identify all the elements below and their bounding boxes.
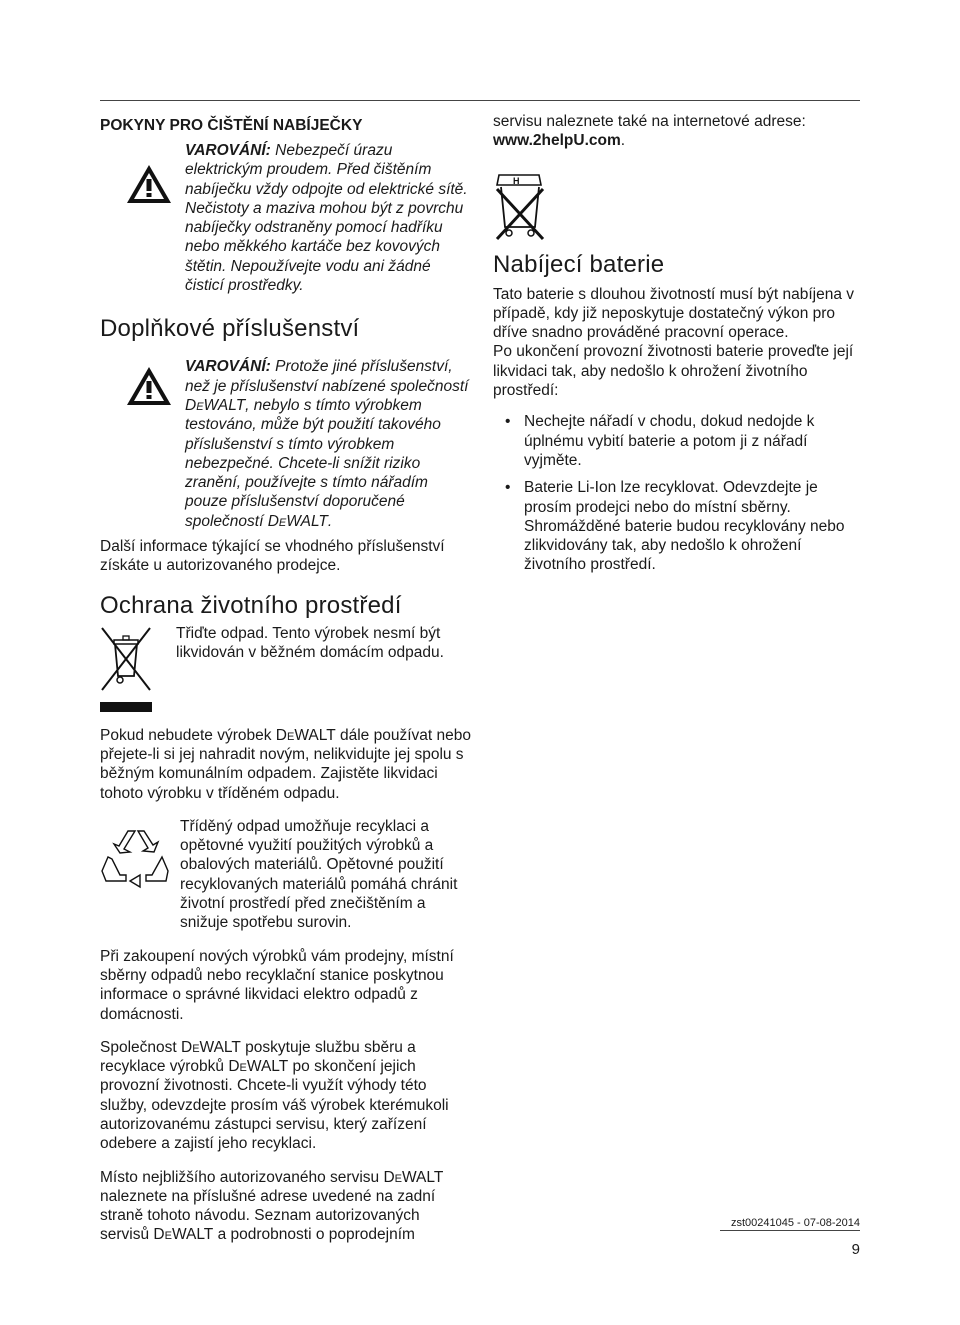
- warning-label: VAROVÁNÍ:: [185, 142, 271, 159]
- warning-triangle-icon: [125, 365, 173, 407]
- charger-warning-text: [185, 141, 472, 295]
- crossed-bin-icon: [100, 626, 152, 712]
- battery-title: Nabíjecí baterie: [493, 250, 665, 278]
- sort-waste-text: Třiďte odpad. Tento výrobek nesmí být likvidován v běžném domácím odpadu.: [176, 624, 444, 661]
- top-rule: [100, 100, 860, 101]
- recycle-text: Tříděný odpad umožňuje recyklaci a opětovné využití použitých výrobků a obalových materiálů. Opětovné použití recyklovaných materiálů pomáhá chránit životní prostředí před znečištěním a snižuje spotřebu surovin.: [180, 817, 458, 932]
- environment-para-3: Společnost DeWALT poskytuje službu sběru a recyklace výrobků DeWALT po skončení jejich provozní životnosti. Chcete-li využít výhody této služby, odevzdejte prosím váš výrobek kterémukoli autorizovanému zástupci servisu, který zařízení odebere a zajistí jeho recyklaci.: [100, 1038, 449, 1153]
- bullet-icon: •: [505, 413, 511, 431]
- environment-title: Ochrana životního prostředí: [100, 591, 402, 619]
- brand-name: DeWALT: [275, 726, 336, 744]
- recycle-icon: [100, 827, 170, 891]
- list-item: • Nechejte nářadí v chodu, dokud nedojde k úplnému vybití baterie a potom ji z nářadí vyjměte.: [505, 413, 815, 469]
- battery-para-1: Tato baterie s dlouhou životností musí být nabíjena v případě, kdy již neposkytuje dostatečný výkon pro dříve snadno prováděné pracovní operace.: [493, 285, 855, 342]
- environment-para-1: Pokud nebudete výrobek DeWALT dále používat nebo přejete-li si jej nahradit novým, nelikvidujte jej spolu s běžným komunálním odpadem. Zajistěte likvidaci tohoto výrobku v tříděném odpadu.: [100, 726, 471, 802]
- brand-name: DeWALT: [185, 396, 246, 414]
- warning-triangle-icon: [125, 163, 173, 205]
- accessories-info: Další informace týkající se vhodného příslušenství získáte u autorizovaného prodejce.: [100, 538, 445, 575]
- recycle-row: [100, 817, 472, 933]
- battery-para-2: Po ukončení provozní životnosti baterie proveďte její likvidaci tak, aby nedošlo k ohrožení životního prostředí:: [493, 343, 854, 400]
- list-item: • Baterie Li-Ion lze recyklovat. Odevzdejte je prosím prodejci nebo do místní sběrny. Shromážděné baterie budou recyklovány nebo zlikvidovány tak, aby nedošlo k ohrožení životního prostředí.: [505, 479, 845, 574]
- bullet-icon: •: [505, 479, 511, 497]
- footer-rule: [720, 1230, 860, 1231]
- left-column: [100, 112, 472, 1245]
- document-code: zst00241045 - 07-08-2014: [730, 1217, 860, 1229]
- charger-warning: [100, 141, 472, 295]
- sort-waste-row: [100, 626, 472, 712]
- warning-label: VAROVÁNÍ:: [185, 358, 271, 376]
- service-url[interactable]: www.2helpU.com: [493, 132, 621, 150]
- accessories-warning-text: VAROVÁNÍ: Protože jiné příslušenství, než je příslušenství nabízené společností DeWALT, nebylo s tímto výrobkem testováno, může být použití takového příslušenství s tímto výrobkem nebezpečné. Chcete-li snížit riziko zranění, používejte s tímto nářadím pouze příslušenství doporučené společností DeWALT.: [185, 358, 469, 530]
- page-number: 9: [851, 1241, 860, 1258]
- brand-name: DeWALT: [153, 1226, 214, 1244]
- service-continuation: servisu naleznete také na internetové adrese: www.2helpU.com.: [493, 113, 806, 150]
- battery-disposal-list: [493, 412, 860, 574]
- brand-name: DeWALT: [181, 1038, 241, 1056]
- brand-name: DeWALT: [228, 1058, 289, 1076]
- accessories-warning: [100, 357, 472, 531]
- brand-name: DeWALT: [267, 512, 328, 530]
- charger-warning-body: Nebezpečí úrazu elektrickým proudem. Před čištěním nabíječku vždy odpojte od elektrické sítě. Nečistoty a maziva mohou být z povrchu nabíječky odstraněny pomocí hadříku nebo měkkého kartáče bez kovových štětin. Nepoužívejte vodu ani žádné čisticí prostředky.: [185, 142, 468, 295]
- svg-text:H: H: [513, 175, 520, 186]
- environment-para-4: Místo nejbližšího autorizovaného servisu DeWALT naleznete na příslušné adrese uvedené na zadní straně tohoto návodu. Seznam autorizovaných servisů DeWALT a podrobnosti o poprodejním: [100, 1168, 444, 1244]
- brand-name: DeWALT: [383, 1168, 444, 1186]
- environment-para-2: Při zakoupení nových výrobků vám prodejny, místní sběrny odpadů nebo recyklační stanice poskytnou informace o správné likvidaci elektro odpadů z domácnosti.: [100, 947, 454, 1023]
- charger-cleaning-heading: POKYNY PRO ČIŠTĚNÍ NABÍJEČKY: [100, 117, 363, 134]
- accessories-title: Doplňkové příslušenství: [100, 315, 360, 343]
- right-column: [493, 112, 860, 583]
- crossed-battery-bin-icon: [493, 171, 547, 243]
